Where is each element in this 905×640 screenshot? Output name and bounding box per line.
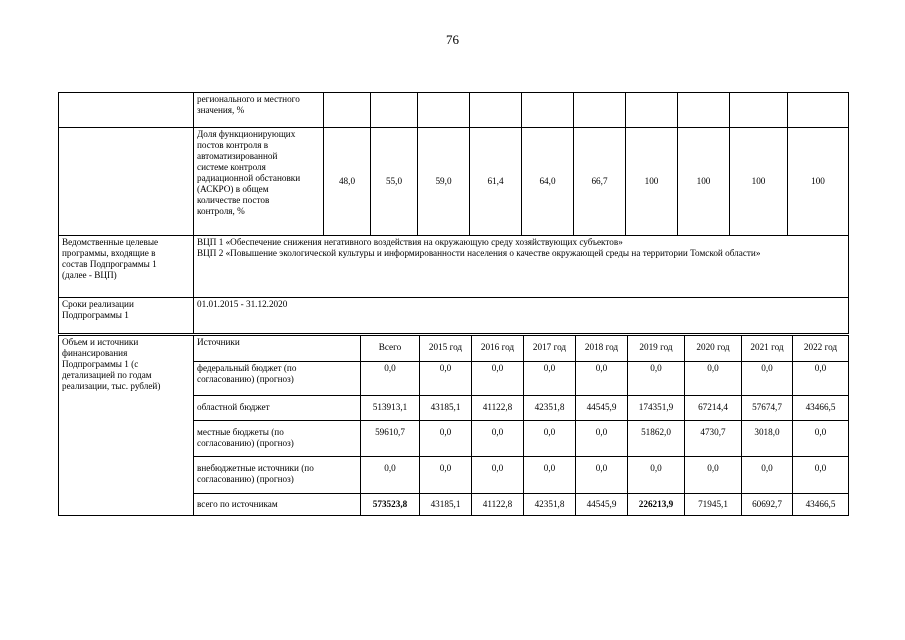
finance-value: 0,0 — [628, 362, 685, 396]
vcp-content — [194, 236, 849, 298]
finance-total-value: 226213,9 — [628, 494, 685, 516]
finance-header: 2016 год — [472, 336, 524, 362]
finance-value: 42351,8 — [524, 494, 576, 516]
finance-source: федеральный бюджет (по согласованию) (прогноз) — [194, 362, 361, 396]
indicator-value — [418, 93, 470, 128]
finance-header: Источники — [194, 336, 361, 362]
finance-value: 513913,1 — [361, 396, 420, 421]
finance-value: 0,0 — [420, 421, 472, 457]
terms-row — [59, 298, 849, 334]
finance-value: 41122,8 — [472, 494, 524, 516]
finance-value: 42351,8 — [524, 396, 576, 421]
finance-value: 0,0 — [576, 362, 628, 396]
indicator-label: регионального и местного значения, % — [194, 93, 324, 128]
finance-value: 0,0 — [742, 362, 793, 396]
terms-value: 01.01.2015 - 31.12.2020 — [194, 298, 849, 334]
finance-value: 0,0 — [472, 421, 524, 457]
finance-value: 0,0 — [361, 457, 420, 494]
finance-value: 71945,1 — [685, 494, 742, 516]
finance-header: 2018 год — [576, 336, 628, 362]
finance-value: 43185,1 — [420, 494, 472, 516]
indicator-value: 59,0 — [418, 128, 470, 236]
finance-header: 2015 год — [420, 336, 472, 362]
indicator-value — [324, 93, 371, 128]
finance-source: всего по источникам — [194, 494, 361, 516]
finance-header: 2021 год — [742, 336, 793, 362]
indicator-value: 64,0 — [522, 128, 574, 236]
finance-header: 2022 год — [793, 336, 849, 362]
indicator-value: 100 — [678, 128, 730, 236]
finance-value: 0,0 — [742, 457, 793, 494]
finance-value: 0,0 — [420, 362, 472, 396]
finance-value: 43466,5 — [793, 494, 849, 516]
finance-value: 174351,9 — [628, 396, 685, 421]
indicator-value — [574, 93, 626, 128]
finance-value: 57674,7 — [742, 396, 793, 421]
finance-value: 0,0 — [685, 362, 742, 396]
finance-header: Всего — [361, 336, 420, 362]
finance-source: местные бюджеты (по согласованию) (прогноз) — [194, 421, 361, 457]
indicator-label: Доля функционирующих постов контроля в автоматизированной системе контроля радиационной обстановки (АСКРО) в общем количестве постов контроля, % — [194, 128, 324, 236]
empty-cell — [59, 93, 194, 128]
finance-value: 43185,1 — [420, 396, 472, 421]
vcp-line-2: ВЦП 2 «Повышение экологической культуры и информированности населения о качестве окружающей среды на территории Томской области» — [197, 248, 761, 259]
vcp-line-1: ВЦП 1 «Обеспечение снижения негативного воздействия на окружающую среду хозяйствующих субъектов» — [197, 237, 623, 247]
vcp-row — [59, 236, 849, 298]
indicator-value — [730, 93, 788, 128]
finance-value: 0,0 — [793, 362, 849, 396]
finance-header-row — [59, 336, 849, 362]
terms-label: Сроки реализации Подпрограммы 1 — [59, 298, 194, 334]
finance-value: 43466,5 — [793, 396, 849, 421]
finance-value: 0,0 — [524, 362, 576, 396]
finance-value: 0,0 — [576, 457, 628, 494]
finance-value: 3018,0 — [742, 421, 793, 457]
indicator-value: 61,4 — [470, 128, 522, 236]
finance-total-value: 573523,8 — [361, 494, 420, 516]
finance-value: 0,0 — [524, 457, 576, 494]
empty-cell — [59, 128, 194, 236]
finance-value: 59610,7 — [361, 421, 420, 457]
indicators-table — [58, 92, 849, 334]
finance-value: 0,0 — [685, 457, 742, 494]
finance-value: 0,0 — [420, 457, 472, 494]
indicator-row — [59, 93, 849, 128]
finance-value: 0,0 — [472, 362, 524, 396]
finance-table — [58, 335, 849, 516]
indicator-value: 48,0 — [324, 128, 371, 236]
finance-label: Объем и источники финансирования Подпрограммы 1 (с детализацией по годам реализации, тыс. рублей) — [59, 336, 194, 516]
indicator-value: 55,0 — [371, 128, 418, 236]
finance-value: 0,0 — [361, 362, 420, 396]
finance-value: 0,0 — [793, 421, 849, 457]
finance-value: 0,0 — [472, 457, 524, 494]
indicator-row — [59, 128, 849, 236]
indicator-value: 100 — [730, 128, 788, 236]
indicator-value — [371, 93, 418, 128]
page-number: 76 — [446, 32, 459, 47]
finance-value: 60692,7 — [742, 494, 793, 516]
finance-header: 2019 год — [628, 336, 685, 362]
finance-value: 44545,9 — [576, 396, 628, 421]
finance-value: 0,0 — [576, 421, 628, 457]
indicator-value — [626, 93, 678, 128]
indicator-value: 100 — [626, 128, 678, 236]
indicator-value — [522, 93, 574, 128]
finance-header: 2017 год — [524, 336, 576, 362]
indicator-value — [788, 93, 849, 128]
finance-source: областной бюджет — [194, 396, 361, 421]
finance-header: 2020 год — [685, 336, 742, 362]
finance-value: 51862,0 — [628, 421, 685, 457]
finance-value: 41122,8 — [472, 396, 524, 421]
indicator-value: 100 — [788, 128, 849, 236]
finance-value: 0,0 — [524, 421, 576, 457]
finance-value: 44545,9 — [576, 494, 628, 516]
indicator-value — [678, 93, 730, 128]
finance-value: 4730,7 — [685, 421, 742, 457]
finance-source: внебюджетные источники (по согласованию) (прогноз) — [194, 457, 361, 494]
vcp-label: Ведомственные целевые программы, входящие в состав Подпрограммы 1 (далее - ВЦП) — [59, 236, 194, 298]
finance-value: 0,0 — [793, 457, 849, 494]
indicator-value: 66,7 — [574, 128, 626, 236]
indicator-value — [470, 93, 522, 128]
finance-value: 67214,4 — [685, 396, 742, 421]
finance-value: 0,0 — [628, 457, 685, 494]
